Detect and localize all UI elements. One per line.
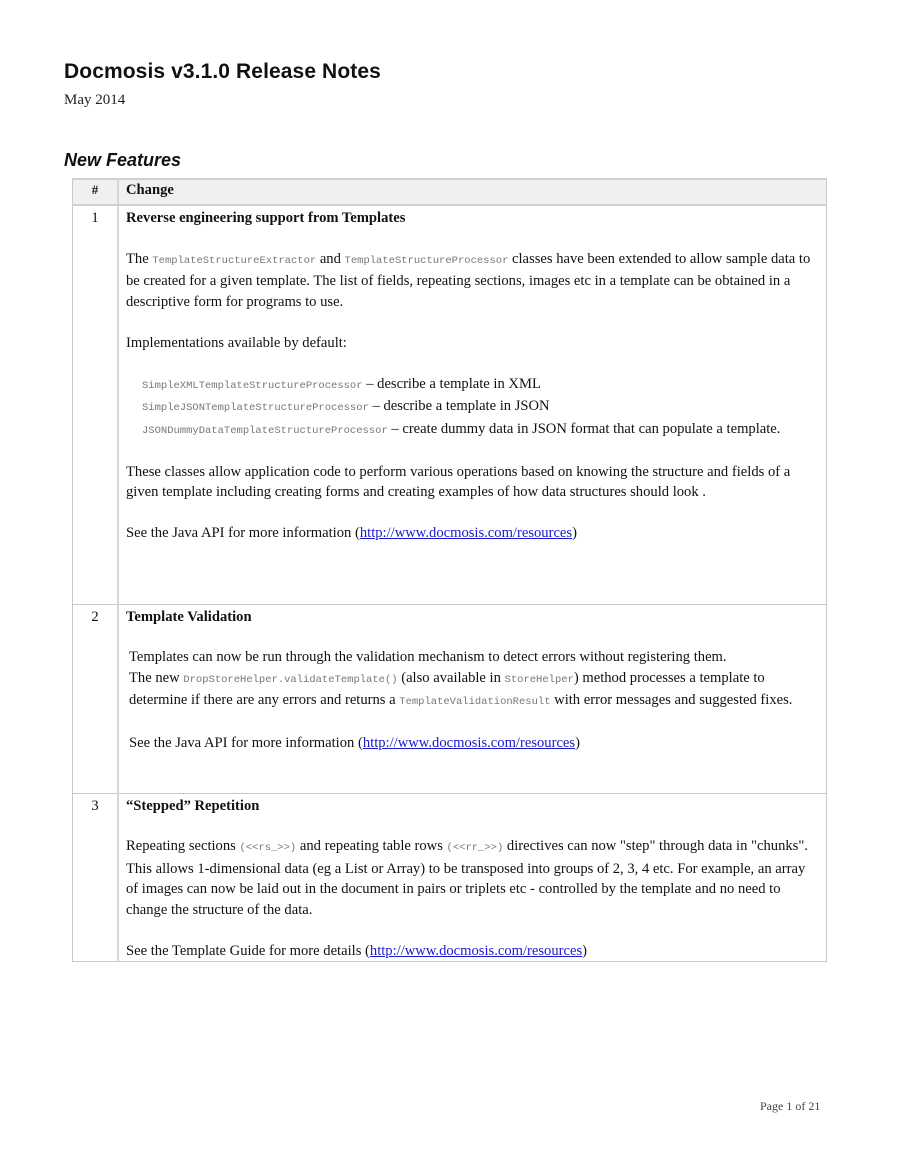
row-content xyxy=(118,205,827,604)
row-heading: Reverse engineering support from Templates xyxy=(126,210,406,226)
column-header-change: Change xyxy=(118,179,827,205)
text: ) xyxy=(572,525,577,541)
row-heading: “Stepped” Repetition xyxy=(126,797,260,814)
resources-link[interactable]: http://www.docmosis.com/resources xyxy=(369,942,583,959)
row-paragraph: Templates can now be run through the validation mechanism to detect errors without registering them. xyxy=(129,649,727,665)
text: directives can now "step" through data in "chunks". This allows 1-dimensional data (eg a List or Array) to be transposed into groups of 2, 3, 4 etc. For example, an array of images can now be laid out in the document in pairs or triplets etc - controlled by the template and no need to change the structure of the data. xyxy=(126,838,808,918)
code-text: TemplateValidationResult xyxy=(399,696,551,708)
code-text: (<<rs_>>) xyxy=(239,842,297,854)
text: See the Java API for more information ( xyxy=(126,525,360,541)
text: classes have been extended to allow sample data to be created for a given template. The list of fields, repeating sections, images etc in a template can be obtained in a descriptive form for programs to use. xyxy=(126,250,811,310)
page-number: Page 1 of 21 xyxy=(760,1099,821,1113)
column-header-number: # xyxy=(73,179,119,205)
code-text: SimpleXMLTemplateStructureProcessor xyxy=(142,379,363,392)
release-notes-table xyxy=(72,178,827,962)
row-number: 3 xyxy=(73,793,119,962)
text: and repeating table rows xyxy=(296,838,447,854)
table-row xyxy=(73,604,827,793)
text: – create dummy data in JSON format that can populate a template. xyxy=(387,420,781,437)
implementations-label: Implementations available by default: xyxy=(126,334,347,351)
text: and xyxy=(316,250,345,267)
text: with error messages and suggested fixes. xyxy=(550,692,793,708)
code-text: TemplateStructureProcessor xyxy=(344,254,509,267)
document-title: Docmosis v3.1.0 Release Notes xyxy=(64,60,381,83)
row-number: 2 xyxy=(73,604,119,793)
see-more xyxy=(126,733,816,754)
text: The new xyxy=(129,669,184,686)
text: See the Template Guide for more details ( xyxy=(126,942,370,959)
implementation-item xyxy=(126,396,816,419)
text: ) xyxy=(582,942,588,959)
row-content xyxy=(118,604,827,793)
resources-link[interactable]: http://www.docmosis.com/resources xyxy=(362,735,576,751)
implementation-item xyxy=(126,374,816,397)
table-row xyxy=(73,205,827,604)
code-text: JSONDummyDataTemplateStructureProcessor xyxy=(142,424,388,437)
text: See the Java API for more information ( xyxy=(129,735,363,751)
row-paragraph xyxy=(126,836,816,920)
code-text: StoreHelper xyxy=(504,673,574,686)
row-paragraph: These classes allow application code to perform various operations based on knowing the structure and fields of a given template including creating forms and creating examples of how data structures should look . xyxy=(126,463,791,500)
text: ) xyxy=(575,735,580,751)
table-row xyxy=(73,793,827,962)
resources-link[interactable]: http://www.docmosis.com/resources xyxy=(359,525,573,541)
code-text: TemplateStructureExtractor xyxy=(152,254,317,267)
text: Repeating sections xyxy=(126,838,240,854)
row-heading: Template Validation xyxy=(126,608,252,625)
row-paragraph xyxy=(126,249,816,313)
text: (also available in xyxy=(397,669,505,686)
row-paragraph xyxy=(126,668,816,713)
row-number: 1 xyxy=(73,205,119,604)
table-header-row xyxy=(73,179,827,205)
implementation-item xyxy=(126,419,816,442)
text: – describe a template in XML xyxy=(362,375,541,392)
section-title: New Features xyxy=(64,150,182,170)
text: ) method processes a template to determine if there are any errors and returns a xyxy=(129,669,765,708)
code-text: DropStoreHelper.validateTemplate() xyxy=(183,673,398,686)
document-date: May 2014 xyxy=(64,92,126,108)
code-text: (<<rr_>>) xyxy=(446,842,504,854)
see-more xyxy=(126,941,816,962)
see-more xyxy=(126,523,816,544)
row-content xyxy=(118,793,827,962)
text: – describe a template in JSON xyxy=(368,398,550,414)
code-text: SimpleJSONTemplateStructureProcessor xyxy=(142,402,369,414)
text: The xyxy=(126,250,153,267)
